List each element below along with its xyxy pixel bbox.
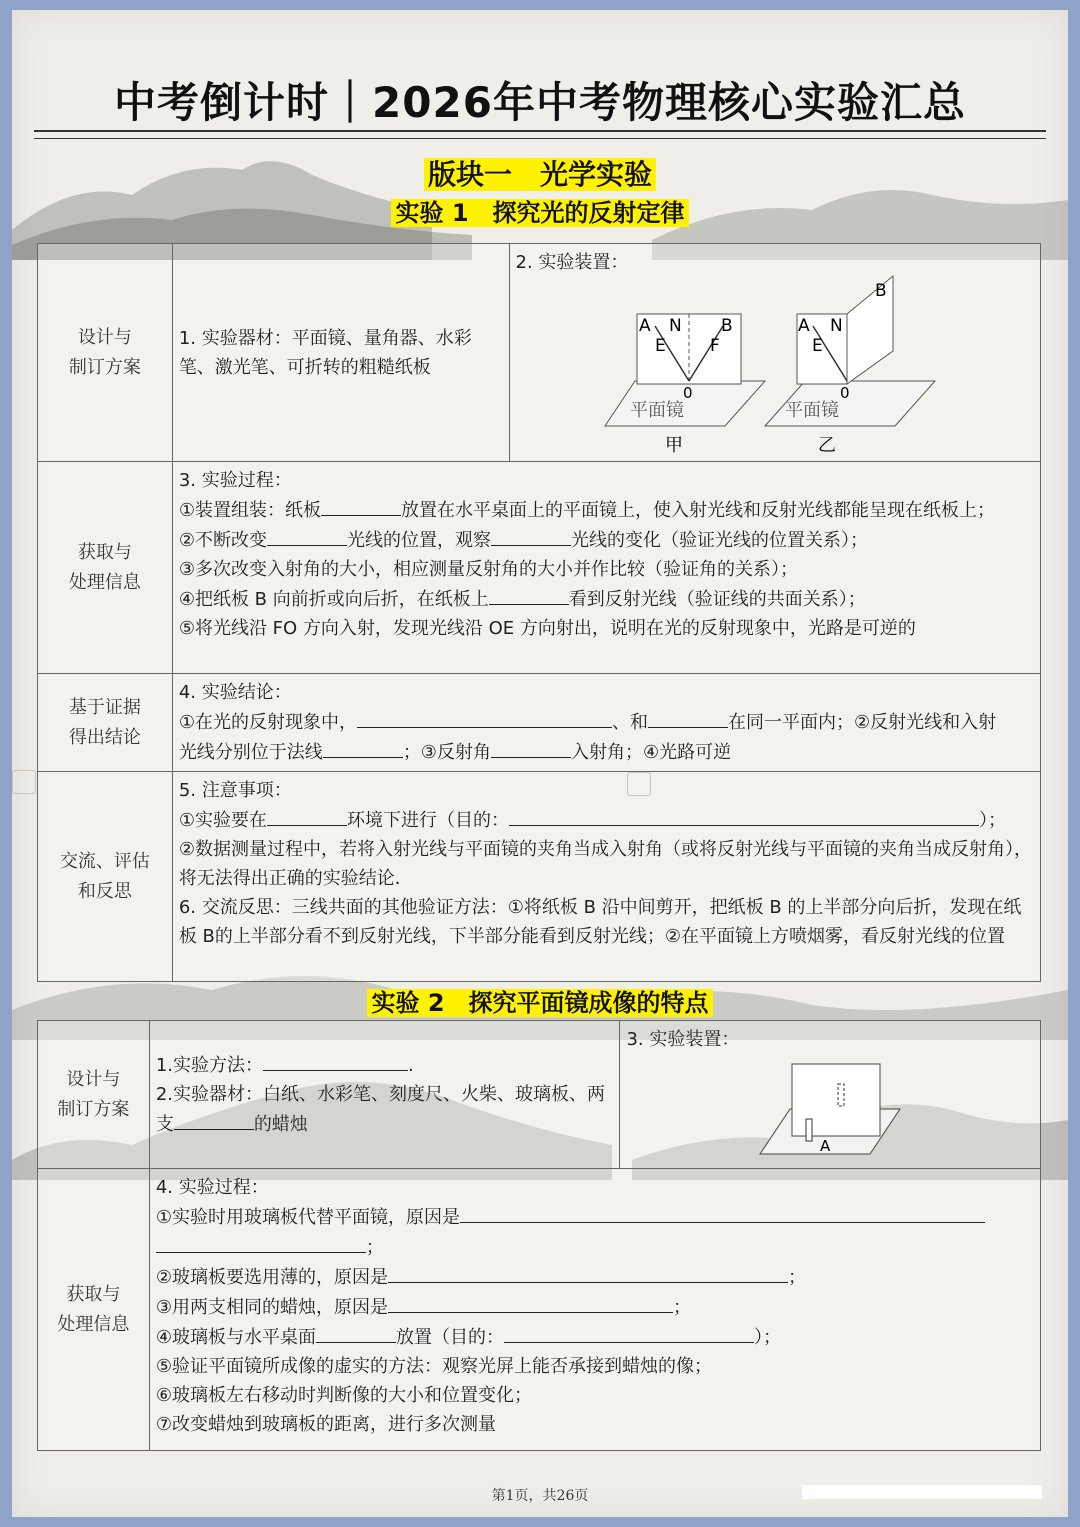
- fig1-mirror-label: 平面镜: [629, 400, 684, 421]
- conclusion-text: 4. 实验结论： ①在光的反射现象中， 、和 在同一平面内；②反射光线和入射 光线分别位于法线 ；③反射角 入射角；④光路可逆: [172, 674, 1040, 772]
- fig1-label-E: E: [654, 336, 666, 356]
- notes-text: 5. 注意事项： ①实验要在 环境下进行（目的： ）； ②数据测量过程中，若将入射光线与平面镜的夹角当成入射角（或将反射光线与平面镜的夹角当成反射角），将无法得出正确的实验结论． 6. 交流反思：三线共面的其他验证方法：①将纸板 B 沿中间剪开，把纸板 B 的上半部分向后折，发现在纸板 B的上半部分看不到反射光线，下半部分能看到反射光线；②在平面镜上方喷烟雾，看反射光线的位置: [172, 772, 1040, 982]
- apparatus-cell: [509, 244, 1041, 462]
- fig2-label-B: B: [874, 281, 887, 301]
- fig2-caption: 乙: [817, 435, 836, 456]
- fig2-mirror-label: 平面镜: [784, 400, 839, 421]
- fig1-caption: 甲: [664, 435, 683, 456]
- section-title: 版块一 光学实验: [12, 153, 1068, 193]
- page-title: 中考倒计时｜2026年中考物理核心实验汇总: [114, 78, 966, 127]
- fig2-label-O: 0: [839, 384, 850, 402]
- row-label-process: 获取与 处理信息: [38, 462, 173, 674]
- candle-label-A: A: [820, 1137, 831, 1155]
- fig1-label-A: A: [638, 316, 651, 336]
- plane-mirror-apparatus-figure: [750, 1059, 910, 1159]
- experiment1-table: [37, 243, 1041, 982]
- fig1-label-N: N: [668, 316, 682, 336]
- process-text-2: 4. 实验过程： ①实验时用玻璃板代替平面镜，原因是 ； ②玻璃板要选用薄的，原因是 ； ③用两支相同的蜡烛，原因是 ； ④玻璃板与水平桌面 放置（目的： ）； ⑤验证平面镜所成像的虚实的方法：观察光屏上能否承接到蜡烛的像； ⑥玻璃板左右移动时判断像的大小和位置变化； ⑦改变蜡烛到玻璃板的距离，进行多次测量: [149, 1169, 1040, 1451]
- seal-mark-middle: [627, 772, 651, 796]
- row-label-conclusion: 基于证据 得出结论: [38, 674, 173, 772]
- page-footer: 第1页，共26页: [491, 1488, 589, 1504]
- fig1-label-B: B: [720, 316, 733, 336]
- row-label-design-2: 设计与 制订方案: [38, 1021, 150, 1169]
- fig1-label-O: 0: [682, 384, 693, 402]
- title-rule-thin: [34, 138, 1046, 139]
- apparatus-title: 2. 实验装置：: [515, 252, 629, 273]
- experiment2-table: [37, 1020, 1041, 1451]
- reflection-apparatus-figure: [605, 281, 1005, 456]
- title-rule: [34, 130, 1046, 132]
- seal-mark-left: [12, 770, 36, 794]
- fig2-label-N: N: [829, 316, 843, 336]
- fig2-label-A: A: [797, 316, 810, 336]
- experiment1-title: 实验 1 探究光的反射定律: [12, 193, 1068, 228]
- fig2-label-E: E: [811, 336, 823, 356]
- process-text: 3. 实验过程： ①装置组装：纸板 放置在水平桌面上的平面镜上，使入射光线和反射光线都能呈现在纸板上； ②不断改变 光线的位置，观察 光线的变化（验证光线的位置关系）； ③多次改变入射角的大小，相应测量反射角的大小并作比较（验证角的关系）； ④把纸板 B 向前折或向后折，在纸板上 看到反射光线（验证线的共面关系）； ⑤将光线沿 FO 方向入射，发现光线沿 OE 方向射出，说明在光的反射现象中，光路是可逆的: [172, 462, 1040, 674]
- equipment-text: 1. 实验器材：平面镜、量角器、水彩笔、激光笔、可折转的粗糙纸板: [172, 244, 509, 462]
- document-page: [12, 10, 1068, 1517]
- experiment2-title: 实验 2 探究平面镜成像的特点: [12, 983, 1068, 1018]
- method-text: 1.实验方法： . 2.实验器材：白纸、水彩笔、刻度尺、火柴、玻璃板、两支 的蜡烛: [149, 1021, 620, 1169]
- fig1-label-F: F: [709, 336, 720, 356]
- apparatus-cell-2: [620, 1021, 1041, 1169]
- row-label-process-2: 获取与 处理信息: [38, 1169, 150, 1451]
- row-label-design: 设计与 制订方案: [38, 244, 173, 462]
- row-label-reflect: 交流、评估 和反思: [38, 772, 173, 982]
- apparatus-title-2: 3. 实验装置：: [626, 1029, 740, 1050]
